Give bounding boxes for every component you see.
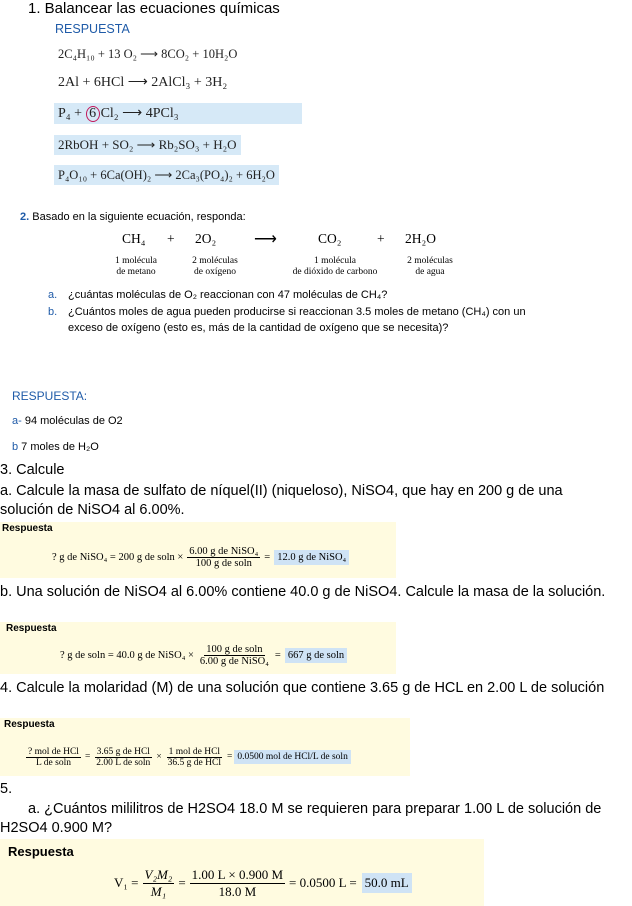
q4-result: 0.0500 mol de HCl/L de soln [234, 750, 350, 764]
q3b-box-title: Respuesta [6, 623, 57, 634]
label-carbon-dioxide: 1 molécula de dióxido de carbono [292, 256, 378, 277]
q4-box-title: Respuesta [4, 719, 55, 730]
reaction-product-1: CO₂ [318, 231, 342, 246]
q4-answer-box [0, 718, 410, 776]
q1-equation-4: 2RbOH + SO₂ ⟶ Rb₂SO₃ + H₂O [54, 135, 241, 155]
q3-part-a: a. Calcule la masa de sulfato de níquel(II) (niqueloso), NiSO4, que hay en 200 g de una solución de NiSO4 al 6.00%. [0, 483, 563, 518]
reaction-reactant-2: 2O₂ [195, 231, 217, 246]
question-2-title: 2. Basado en la siguiente ecuación, responda: [20, 211, 246, 223]
q3a-box-title: Respuesta [2, 523, 53, 534]
label-water: 2 moléculas de agua [407, 256, 453, 277]
q1-equation-3: P₄ + 6 Cl₂ ⟶ 4PCl₃ [54, 103, 302, 124]
q5-result: 50.0 mL [362, 873, 412, 893]
q1-equation-1: 2C₄H₁₀ + 13 O₂ ⟶ 8CO₂ + 10H₂O [58, 47, 238, 61]
q3b-answer-box [0, 622, 396, 674]
reaction-product-2: 2H₂O [405, 231, 436, 246]
q3-part-b: b. Una solución de NiSO4 al 6.00% contiene 40.0 g de NiSO4. Calcule la masa de la solución. [0, 584, 606, 600]
label-methane: 1 molécula de metano [115, 256, 157, 277]
reaction-plus-1: + [167, 231, 175, 246]
q2-answer-b: b 7 moles de H₂O [12, 441, 99, 453]
q3a-result: 12.0 g de NiSO₄ [274, 550, 349, 565]
highlight-circle: 6 [86, 106, 100, 122]
q1-response-label: RESPUESTA [55, 22, 130, 36]
question-4-text: 4. Calcule la molaridad (M) de una solución que contiene 3.65 g de HCL en 2.00 L de solución [0, 680, 605, 696]
q1-equation-5: P₄O₁₀ + 6Ca(OH)₂ ⟶ 2Ca₃(PO₄)₂ + 6H₂O [54, 165, 279, 185]
label-oxygen: 2 moléculas de oxígeno [192, 256, 238, 277]
q2-part-b: b. ¿Cuántos moles de agua pueden producirse si reaccionan 3.5 moles de metano (CH₄) con un exceso de oxígeno (esto es, más de la cantidad de oxígeno que se necesita)? [48, 306, 526, 334]
question-5-number: 5. [0, 781, 13, 797]
q3b-result: 667 g de soln [285, 648, 347, 663]
reaction-arrow: ⟶ [254, 231, 277, 248]
q4-equation: $\frac{\text{? mol de HCl}}{\text{L de soln}}$ = $\frac{\text{3.65 g de HCl}}{\text{2.00 L de soln}}$ × $\frac{\text{1 mol de HCl}}{\text{36.5 g de HCl}}$ = 0.0500 mol de HCl/L de soln [22, 740, 351, 774]
question-1-title: 1. Balancear las ecuaciones químicas [28, 0, 280, 17]
q3b-equation: ? g de soln = 40.0 g de NiSO₄ × $\frac{\text{100 g de soln}}{\text{6.00 g de NiSO₄}}$ = 667 g de soln [60, 638, 347, 672]
q5-box-title: Respuesta [8, 844, 74, 859]
q1-equation-2: 2Al + 6HCl ⟶ 2AlCl₃ + 3H₂ [58, 75, 228, 90]
q2-answer-a: a- 94 moléculas de O2 [12, 415, 123, 427]
question-3-title: 3. Calcule [0, 462, 65, 478]
reaction-plus-2: + [377, 231, 385, 246]
q3a-answer-box [0, 522, 396, 578]
reaction-reactant-1: CH₄ [122, 231, 146, 246]
q5-equation: V₁ = $\frac{\text{V₂M₂}}{\text{M₁}}$ = $\frac{1.00 L \times 0.900 M}{18.0 M}$ = 0.0500 L = 50.0 mL [114, 863, 412, 903]
q5-part-a: a. ¿Cuántos mililitros de H2SO4 18.0 M se requieren para preparar 1.00 L de solución de H2SO4 0.900 M? [0, 801, 602, 836]
q5-answer-box [0, 839, 484, 906]
q2-response-label: RESPUESTA: [12, 389, 88, 403]
q2-part-a: a. ¿cuántas moléculas de O₂ reaccionan con 47 moléculas de CH₄? [48, 289, 388, 301]
q3a-equation: ? g de NiSO₄ = 200 g de soln × $\frac{\text{6.00 g de NiSO₄}}{\text{100 g de soln}}$ = 12.0 g de NiSO₄ [52, 540, 349, 574]
